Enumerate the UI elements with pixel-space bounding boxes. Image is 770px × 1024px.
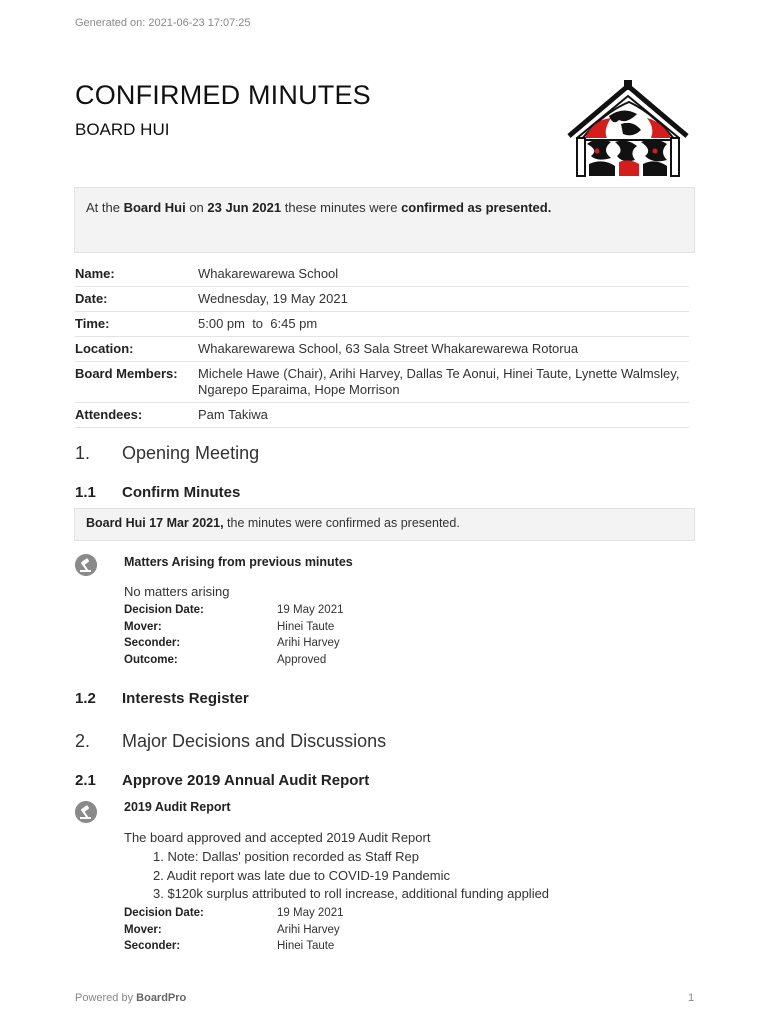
footer-powered-by <box>75 992 186 1004</box>
detail-row-attendees <box>75 403 689 428</box>
detail-label: Location: <box>75 341 134 356</box>
confirmation-text <box>86 200 551 215</box>
confirmation-on: on <box>185 200 208 215</box>
page-subtitle: BOARD HUI <box>75 120 170 139</box>
decision-value: Arihi Harvey <box>277 637 340 649</box>
previous-minutes-note <box>74 508 695 541</box>
detail-label: Board Members: <box>75 366 178 381</box>
section-heading-1 <box>75 443 259 464</box>
confirmation-status: confirmed as presented. <box>401 200 552 215</box>
section-title: Major Decisions and Discussions <box>122 731 387 751</box>
item-body-matters-arising: No matters arising <box>124 584 230 599</box>
detail-row-location <box>75 337 689 362</box>
subsection-title: Approve 2019 Annual Audit Report <box>122 772 370 789</box>
decision-value: Approved <box>277 653 327 666</box>
decision-row <box>124 621 344 638</box>
gavel-icon <box>75 554 97 576</box>
decision-value: Hinei Taute <box>277 620 335 633</box>
section-heading-2 <box>75 731 386 752</box>
decision-row <box>124 637 344 654</box>
page-number: 1 <box>688 992 695 1004</box>
generated-timestamp: Generated on: 2021-06-23 17:07:25 <box>75 17 251 29</box>
detail-value: Wednesday, 19 May 2021 <box>198 291 348 306</box>
detail-value: Whakarewarewa School <box>198 266 339 281</box>
detail-value: 5:00 pm to 6:45 pm <box>198 316 318 331</box>
detail-value: Pam Takiwa <box>198 407 268 422</box>
detail-row-date <box>75 287 689 312</box>
decision-block-1 <box>124 604 344 670</box>
detail-row-board-members <box>75 362 689 403</box>
item-title-audit-report: 2019 Audit Report <box>124 800 231 814</box>
previous-minutes-text <box>86 516 460 530</box>
list-item: 1. Note: Dallas' position recorded as Staff Rep <box>153 849 419 864</box>
footer-brand: BoardPro <box>136 992 187 1004</box>
decision-label: Mover: <box>124 620 162 633</box>
footer-powered-text: Powered by <box>75 992 137 1004</box>
decision-row <box>124 940 344 957</box>
decision-row <box>124 654 344 671</box>
section-number: 1. <box>75 443 91 463</box>
decision-value: 19 May 2021 <box>277 907 344 919</box>
decision-row <box>124 604 344 621</box>
decision-block-2 <box>124 907 344 957</box>
decision-row <box>124 924 344 941</box>
decision-label: Mover: <box>124 923 162 936</box>
list-item: 2. Audit report was late due to COVID-19 Pandemic <box>153 867 450 883</box>
detail-row-time <box>75 312 689 337</box>
detail-label: Time: <box>75 316 110 331</box>
decision-label: Decision Date: <box>124 907 204 919</box>
previous-minutes-ref: Board Hui 17 Mar 2021, <box>86 516 224 530</box>
subsection-title: Confirm Minutes <box>122 484 241 501</box>
subsection-number: 2.1 <box>75 772 96 789</box>
detail-label: Attendees: <box>75 407 143 422</box>
confirmation-middle: these minutes were <box>281 200 402 215</box>
section-title: Opening Meeting <box>122 443 260 463</box>
decision-value: Arihi Harvey <box>277 923 340 936</box>
confirmation-meeting: Board Hui <box>123 200 186 215</box>
audit-report-points <box>153 849 549 905</box>
decision-row <box>124 907 344 924</box>
subsection-heading-1-2 <box>75 690 249 707</box>
section-number: 2. <box>75 731 91 751</box>
subsection-heading-1-1 <box>75 484 240 501</box>
subsection-number: 1.1 <box>75 484 96 501</box>
decision-label: Decision Date: <box>124 604 204 616</box>
detail-value: Whakarewarewa School, 63 Sala Street Whakarewarewa Rotorua <box>198 341 579 356</box>
detail-row-name <box>75 262 689 287</box>
previous-minutes-rest: the minutes were confirmed as presented. <box>223 516 460 530</box>
detail-label: Name: <box>75 266 115 281</box>
subsection-heading-2-1 <box>75 772 369 789</box>
subsection-number: 1.2 <box>75 690 96 707</box>
decision-value: 19 May 2021 <box>277 604 344 616</box>
page-title: CONFIRMED MINUTES <box>75 80 371 110</box>
item-title-matters-arising: Matters Arising from previous minutes <box>124 555 353 569</box>
gavel-icon <box>75 801 97 823</box>
school-logo <box>563 78 693 183</box>
subsection-title: Interests Register <box>122 690 249 707</box>
confirmation-prefix: At the <box>86 200 124 215</box>
decision-label: Seconder: <box>124 637 181 649</box>
confirmation-box <box>74 187 695 253</box>
decision-value: Hinei Taute <box>277 940 335 952</box>
decision-label: Outcome: <box>124 653 178 666</box>
detail-value: Michele Hawe (Chair), Arihi Harvey, Dallas Te Aonui, Hinei Taute, Lynette Walmsley, Ngarepo Eparaima, Hope Morrison <box>198 366 680 397</box>
decision-label: Seconder: <box>124 940 181 952</box>
list-item: 3. $120k surplus attributed to roll increase, additional funding applied <box>153 886 550 901</box>
detail-label: Date: <box>75 291 108 306</box>
item-body-audit-report: The board approved and accepted 2019 Audit Report <box>124 830 431 845</box>
meeting-details-table <box>75 262 689 428</box>
confirmation-date: 23 Jun 2021 <box>207 200 282 215</box>
